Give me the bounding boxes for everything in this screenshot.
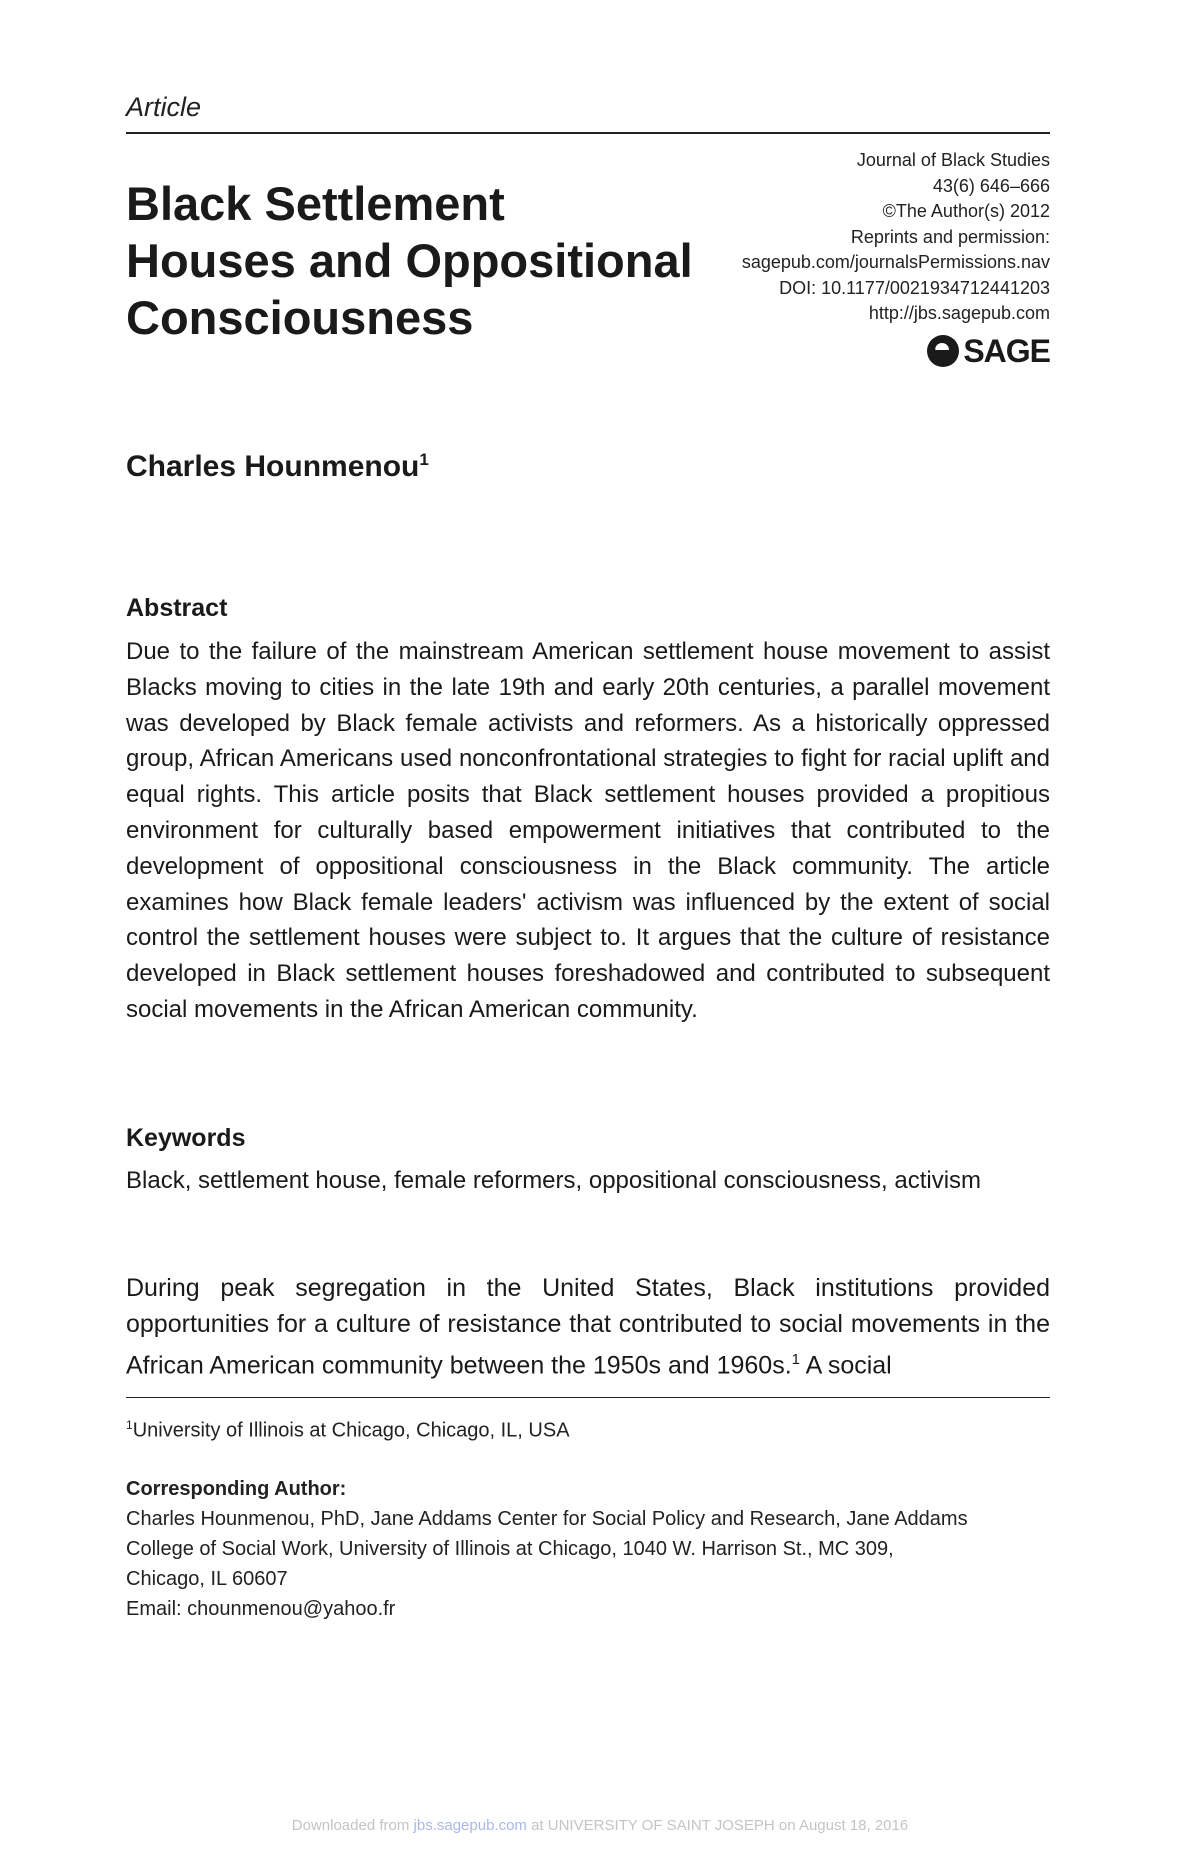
body-text-tail: A social (800, 1351, 892, 1380)
sage-logo-text: SAGE (963, 332, 1050, 369)
download-suffix: at UNIVERSITY OF SAINT JOSEPH on August 18, 2016 (526, 1817, 909, 1834)
footnote-rule (126, 1397, 1050, 1398)
sage-logo-mark-icon (927, 335, 959, 367)
journal-url[interactable]: http://jbs.sagepub.com (868, 303, 1050, 323)
author-name (126, 450, 429, 484)
title-line-2: Houses and Oppositional (126, 234, 693, 287)
footnote-reference[interactable]: 1 (791, 1351, 801, 1368)
download-prefix: Downloaded from (291, 1817, 414, 1834)
body-paragraph (126, 1270, 1050, 1383)
header-rule (126, 132, 1050, 134)
article-title (126, 175, 726, 346)
reprints-link[interactable]: sagepub.com/journalsPermissions.nav (741, 252, 1050, 272)
corresponding-line-1: Charles Hounmenou, PhD, Jane Addams Center for Social Policy and Research, Jane Addams (126, 1508, 968, 1530)
abstract-heading: Abstract (126, 594, 228, 622)
keywords-text: Black, settlement house, female reformers, oppositional consciousness, activism (126, 1167, 982, 1194)
corresponding-email[interactable]: Email: chounmenou@yahoo.fr (126, 1598, 396, 1620)
journal-name: Journal of Black Studies (856, 150, 1050, 170)
abstract-text: Due to the failure of the mainstream American settlement house movement to assist Blacks moving to cities in the late 19th and early 20th centuries, a parallel movement was developed by Black female activists and reformers. As a historically oppressed group, African Americans used nonconfrontational strategies to fight for racial uplift and equal rights. This article posits that Black settlement houses provided a propitious environment for culturally based empowerment initiatives that contributed to the development of oppositional consciousness in the Black community. The article examines how Black female leaders' activism was influenced by the extent of social control the settlement houses were subject to. It argues that the culture of resistance developed in Black settlement houses foreshadowed and contributed to subsequent social movements in the African American community. (126, 638, 1050, 1023)
keywords-heading: Keywords (126, 1124, 246, 1152)
reprints-label: Reprints and permission: (850, 226, 1050, 247)
body-text: During peak segregation in the United States, Black institutions provided opportunities for a culture of resistance that contributed to social movements in the African American community between the 1950s and 1960s. (126, 1274, 1050, 1380)
article-type-label: Article (126, 92, 202, 122)
affiliation-footnote (126, 1418, 570, 1443)
copyright-notice: ©The Author(s) 2012 (882, 201, 1050, 221)
doi[interactable]: DOI: 10.1177/0021934712441203 (779, 277, 1050, 298)
sage-logo (927, 333, 1050, 369)
corresponding-line-2: College of Social Work, University of Illinois at Chicago, 1040 W. Harrison St., MC 309, (126, 1538, 894, 1560)
author-name-text: Charles Hounmenou (126, 450, 420, 483)
download-watermark (0, 1817, 1200, 1834)
corresponding-author-heading: Corresponding Author: (126, 1478, 347, 1500)
affiliation-text: University of Illinois at Chicago, Chicago, IL, USA (132, 1419, 570, 1442)
download-link[interactable]: jbs.sagepub.com (413, 1817, 527, 1834)
author-affiliation-mark: 1 (419, 450, 429, 469)
title-line-1: Black Settlement (126, 177, 505, 230)
corresponding-line-3: Chicago, IL 60607 (126, 1568, 288, 1590)
corresponding-author-details (126, 1504, 1050, 1624)
affiliation-mark: 1 (126, 1418, 133, 1432)
journal-metadata (742, 148, 1050, 327)
journal-volume: 43(6) 646–666 (932, 175, 1050, 196)
title-line-3: Consciousness (126, 291, 474, 344)
